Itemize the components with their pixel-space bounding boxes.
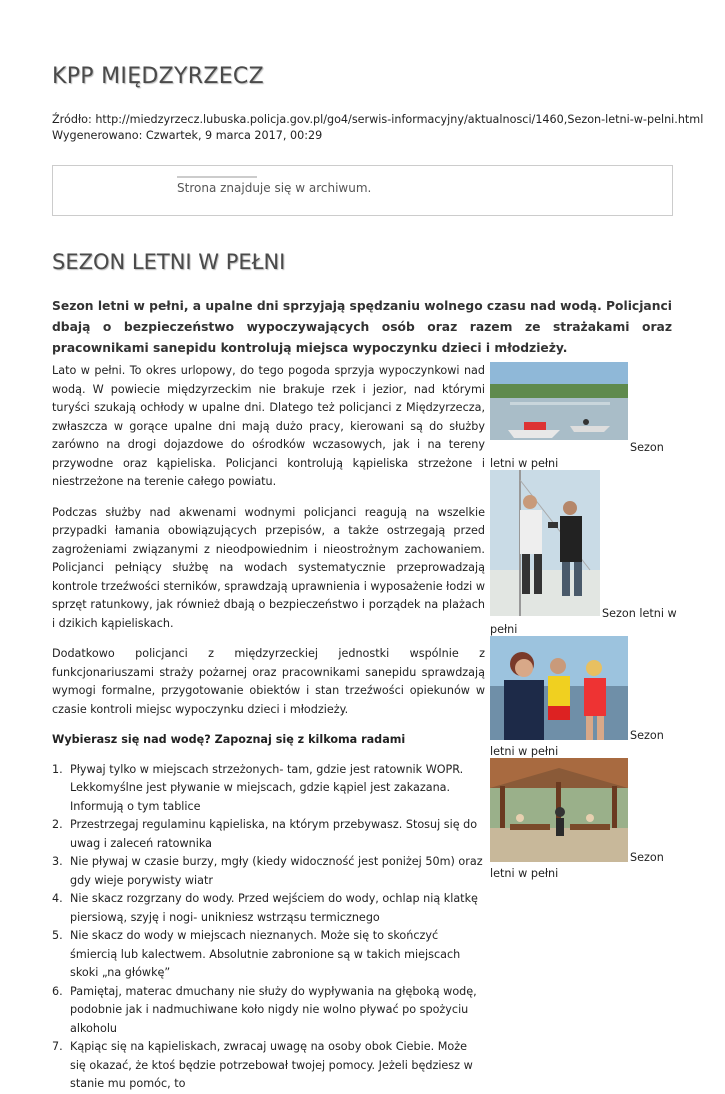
list-item <box>52 890 485 927</box>
list-number: 3. <box>52 855 63 868</box>
list-number: 1. <box>52 762 63 776</box>
figure-caption: Sezon <box>630 851 664 864</box>
generated-date: Wygenerowano: Czwartek, 9 marca 2017, 00:29 <box>52 129 323 142</box>
archive-notice-box <box>52 165 673 216</box>
list-item <box>52 983 485 1039</box>
site-title: KPP MIĘDZYRZECZ <box>52 64 264 89</box>
figure-caption: letni w pełni <box>490 457 559 470</box>
paragraph: Lato w pełni. To okres urlopowy, do tego pogoda sprzyja wypoczynkowi nad wodą. W powiecie międzyrzeckim nie brakuje rzek i jezior, nad którymi turyści szukają ochłody w upalne dni. Dlatego też policjanci z Międzyrzecza, zwłaszcza w gorące upalne dni mają dużo pracy, kierowani są do służby zarówno na drogi dojazdowe do ośrodków wczasowych, jak i na tereny przywodne oraz kąpieliska. Policjanci kontrolują kąpieliska strzeżone i niestrzeżone na terenie całego powiatu. <box>52 364 485 488</box>
list-text: Przestrzegaj regulaminu kąpieliska, na którym przebywasz. Stosuj się do uwag i zaleceń ratownika <box>70 818 478 850</box>
paragraph: Podczas służby nad akwenami wodnymi policjanci reagują na wszelkie przypadki łamania obowiązujących przepisów, a także ostrzegają przed zagrożeniami związanymi z nieodpowiednim i nieostrożnym zachowaniem. Policjanci pełniący służbę na wodach systematycznie przeprowadzają kontrole trzeźwości sterników, sprawdzają uprawnienia i wyposażenie łodzi w sprzęt ratunkowy, jak również dbają o bezpieczeństwo i porządek na plażach i dzikich kąpieliskach. <box>52 505 485 630</box>
list-number: 5. <box>52 929 63 942</box>
figure-caption: letni w pełni <box>490 745 559 758</box>
list-text: Nie skacz rozgrzany do wody. Przed wejściem do wody, ochlap nią klatkę piersiową, szyję i nogi- unikniesz wstrząsu termicznego <box>70 892 478 924</box>
source-url[interactable]: Źródło: http://miedzyrzecz.lubuska.policja.gov.pl/go4/serwis-informacyjny/aktualnosci/1460,Sezon-letni-w-pelni.html <box>52 113 704 126</box>
figure-1 <box>490 362 664 470</box>
archive-divider <box>177 176 257 178</box>
pavilion-photo[interactable] <box>490 758 628 862</box>
figure-caption: Sezon <box>630 729 664 742</box>
article-lead: Sezon letni w pełni, a upalne dni sprzyjają spędzaniu wolnego czasu nad wodą. Policjanci dbają o bezpieczeństwo wypoczywających osób oraz razem ze strażakami oraz pracownikami sanepidu kontrolują miejsca wypoczynku dzieci i młodzieży. <box>52 299 672 355</box>
list-item <box>52 761 485 817</box>
list-number: 2. <box>52 818 63 831</box>
figure-caption: Sezon <box>630 441 664 454</box>
article-title: SEZON LETNI W PEŁNI <box>52 250 286 274</box>
list-text: Pływaj tylko w miejscach strzeżonych- tam, gdzie jest ratownik WOPR. Lekkomyślne jest pływanie w miejscach, gdzie kąpiel jest zakazana. Informują o tym tablice <box>70 762 464 813</box>
list-text: Nie pływaj w czasie burzy, mgły (kiedy widoczność jest poniżej 50m) oraz gdy wieje porywisty wiatr <box>70 855 483 887</box>
figure-caption: Sezon letni w <box>602 607 677 620</box>
figure-3 <box>490 636 664 758</box>
list-item <box>52 816 485 853</box>
figure-2 <box>490 470 677 636</box>
figure-caption: letni w pełni <box>490 867 559 880</box>
list-text: Nie skacz do wody w miejscach nieznanych. Może się to skończyć śmiercią lub kalectwem. Absolutnie zabronione są w takich miejscach skoki „na główkę” <box>70 929 461 979</box>
list-item <box>52 1038 485 1094</box>
sailboat-officers-photo[interactable] <box>490 470 600 616</box>
figure-4 <box>490 758 664 880</box>
tips-list <box>52 761 485 1094</box>
list-number: 7. <box>52 1040 63 1053</box>
article-body <box>52 362 485 1094</box>
list-item <box>52 853 485 890</box>
police-lifeguards-photo[interactable] <box>490 636 628 740</box>
list-number: 6. <box>52 984 63 998</box>
list-item <box>52 927 485 983</box>
boat-photo[interactable] <box>490 362 628 440</box>
tips-heading: Wybierasz się nad wodę? Zapoznaj się z kilkoma radami <box>52 733 406 746</box>
paragraph: Dodatkowo policjanci z międzyrzeckiej jednostki wspólnie z funkcjonariuszami straży pożarnej oraz pracownikami sanepidu sprawdzają wymogi formalne, przygotowanie obiektów i stan trzeźwości opiekunów w czasie kontroli miejsc wypoczynku dzieci i młodzieży. <box>52 647 485 716</box>
document-meta <box>52 112 703 144</box>
figure-caption: pełni <box>490 623 518 636</box>
list-number: 4. <box>52 892 63 905</box>
list-text: Pamiętaj, materac dmuchany nie służy do wypływania na głęboką wodę, podobnie jak i nadmuchiwane koło nigdy nie wolno pływać po spożyciu alkoholu <box>70 984 477 1035</box>
list-text: Kąpiąc się na kąpieliskach, zwracaj uwagę na osoby obok Ciebie. Może się okazać, że ktoś będzie potrzebował twojej pomocy. Jeżeli będziesz w stanie mu pomóc, to <box>70 1040 473 1090</box>
archive-notice: Strona znajduje się w archiwum. <box>177 181 372 195</box>
